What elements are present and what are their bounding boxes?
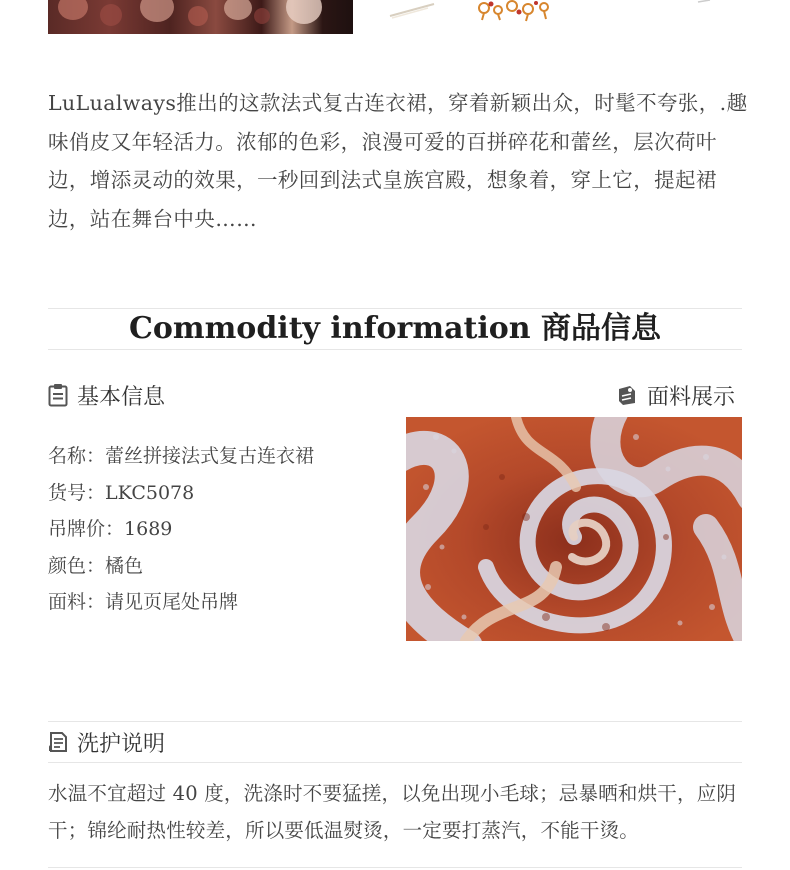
basic-info-heading-label: 基本信息 [77, 384, 166, 410]
info-value: 橘色 [105, 554, 144, 577]
fabric-swatch-photo [406, 417, 742, 641]
care-divider-top [48, 721, 742, 722]
lace-fabric-image [406, 417, 742, 641]
info-row-material [48, 584, 388, 621]
care-instructions-text: 水温不宜超过 40 度，洗涤时不要猛搓，以免出现小毛球；忌暴晒和烘干，应阴干；锦纶耐热性较差，所以要低温熨烫，一定要打蒸汽，不能干烫。 [48, 782, 737, 842]
info-row-sku [48, 475, 388, 512]
info-value: 蕾丝拼接法式复古连衣裙 [105, 445, 315, 467]
info-row-name [48, 438, 388, 475]
info-label: 吊牌价： [48, 518, 125, 541]
dress-photo-cropped [48, 0, 353, 34]
top-image-strip [0, 0, 790, 36]
info-value: 1689 [124, 518, 173, 541]
jewelry-decoration-icon [388, 0, 718, 24]
info-label: 名称： [48, 445, 106, 467]
info-label: 颜色： [48, 554, 106, 577]
fabric-heading-label: 面料展示 [647, 384, 736, 410]
info-value: LKC5078 [105, 481, 195, 504]
section-title: Commodity information 商品信息 [128, 311, 662, 346]
care-heading-label: 洗护说明 [77, 731, 166, 757]
info-label: 面料： [48, 591, 106, 614]
clipboard-icon [48, 383, 68, 407]
info-value: 请见页尾处吊牌 [105, 591, 239, 614]
fabric-heading [616, 379, 735, 411]
basic-info-list [48, 438, 388, 621]
info-label: 货号： [48, 481, 106, 504]
info-row-price [48, 511, 388, 548]
section-divider-bottom [48, 349, 742, 350]
care-label-icon [48, 731, 68, 753]
info-row-color [48, 548, 388, 585]
basic-info-heading [48, 379, 165, 411]
care-divider-middle [48, 762, 742, 763]
product-intro-paragraph: LuLualways推出的这款法式复古连衣裙，穿着新颖出众，时髦不夸张，.趣味俏皮又年轻活力。浓郁的色彩，浪漫可爱的百拼碎花和蕾丝，层次荷叶边，增添灵动的效果，一秒回到法式皇族宫殿，想象着，穿上它，提起裙边，站在舞台中央…… [48, 91, 748, 231]
care-heading [48, 726, 165, 758]
care-divider-bottom [48, 867, 742, 868]
fabric-tag-icon [616, 383, 638, 407]
